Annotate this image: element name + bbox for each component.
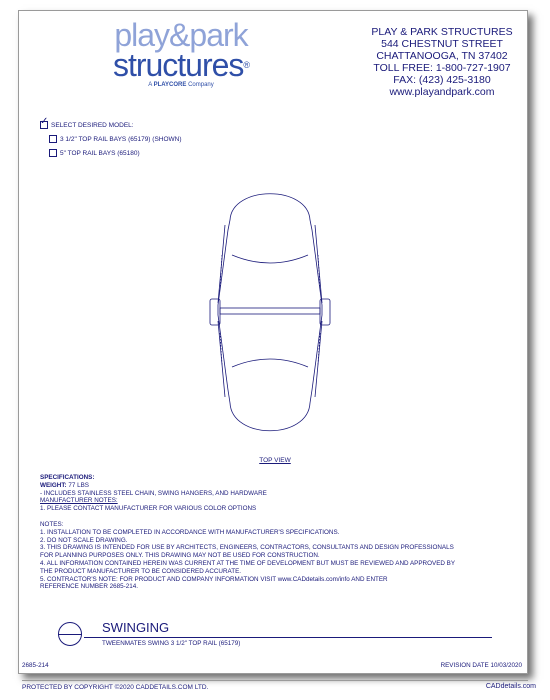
bottom-rule xyxy=(22,680,528,681)
note-line: 2. DO NOT SCALE DRAWING. xyxy=(40,536,128,544)
model-option-5-checkbox[interactable] xyxy=(49,149,57,157)
bottom-arc xyxy=(232,359,308,367)
section-circle-divider xyxy=(58,634,82,635)
company-tollfree: TOLL FREE: 1-800-727-1907 xyxy=(373,62,511,74)
note-line: THE PRODUCT MANUFACTURER TO BE CONSIDERED ACCURATE. xyxy=(40,567,242,575)
note-line: 3. THIS DRAWING IS INTENDED FOR USE BY ARCHITECTS, ENGINEERS, CONTRACTORS, CONSULTANTS AND DESIGN PROFESSIONALS xyxy=(40,544,454,552)
note-line: 1. INSTALLATION TO BE COMPLETED IN ACCORDANCE WITH MANUFACTURER'S SPECIFICATIONS. xyxy=(40,528,340,536)
model-option-35[interactable] xyxy=(49,132,182,146)
header-checkbox[interactable] xyxy=(40,116,49,129)
registered-mark: ® xyxy=(243,60,250,70)
company-logo xyxy=(96,17,266,88)
drawing-subtitle: TWEENMATES SWING 3 1/2" TOP RAIL (65179) xyxy=(102,640,241,647)
company-fax: FAX: (423) 425-3180 xyxy=(393,74,491,86)
model-selection xyxy=(40,118,182,160)
model-option-5[interactable] xyxy=(49,146,182,160)
specifications-block xyxy=(40,474,510,591)
logo-line2-text: structures xyxy=(112,47,244,83)
note-line: REFERENCE NUMBER 2685-214. xyxy=(40,583,138,591)
title-block xyxy=(40,622,512,652)
logo-line2 xyxy=(96,47,266,83)
weight-line xyxy=(40,482,510,490)
note-line: FOR PLANNING PURPOSES ONLY. THIS DRAWING MAY NOT BE USED FOR CONSTRUCTION. xyxy=(40,552,320,560)
reference-number: 2685-214 xyxy=(22,662,49,669)
logo-tag-suffix: Company xyxy=(188,82,214,88)
company-street: 544 CHESTNUT STREET xyxy=(381,38,503,50)
note-line: 5. CONTRACTOR'S NOTE: FOR PRODUCT AND COMPANY INFORMATION VISIT www.CADdetails.com/info AND ENTER xyxy=(40,575,388,583)
mfr-notes-heading: MANUFACTURER NOTES: xyxy=(40,497,118,505)
weight-value: 77 LBS xyxy=(66,481,89,489)
mfr-note: 1. PLEASE CONTACT MANUFACTURER FOR VARIOUS COLOR OPTIONS xyxy=(40,505,257,513)
center-bar xyxy=(220,308,320,314)
weight-label: WEIGHT: xyxy=(40,481,67,489)
company-website[interactable]: www.playandpark.com xyxy=(389,86,495,98)
company-city: CHATTANOOGA, TN 37402 xyxy=(376,50,508,62)
drawing-title: SWINGING xyxy=(102,620,170,635)
top-view-caption: TOP VIEW xyxy=(259,457,291,464)
logo-tag-brand: PLAYCORE xyxy=(153,82,187,88)
notes-heading: NOTES: xyxy=(40,520,64,528)
copyright-text: PROTECTED BY COPYRIGHT ©2020 CADDETAILS.COM LTD. xyxy=(22,684,209,691)
includes-line: - INCLUDES STAINLESS STEEL CHAIN, SWING HANGERS, AND HARDWARE xyxy=(40,489,267,497)
logo-line1: play&park xyxy=(114,17,248,53)
model-option-35-checkbox[interactable] xyxy=(49,135,57,143)
specs-heading: SPECIFICATIONS: xyxy=(40,474,95,481)
model-option-5-label: 5" TOP RAIL BAYS (65180) xyxy=(60,149,140,157)
title-rule xyxy=(84,637,492,638)
caddetails-link[interactable]: CADdetails.com xyxy=(485,683,536,690)
swing-top-view-drawing xyxy=(180,175,360,450)
logo-tag-prefix: A xyxy=(148,82,152,88)
check-icon: ✓ xyxy=(40,116,49,127)
revision-date: REVISION DATE 10/03/2020 xyxy=(440,662,522,669)
model-selection-label: SELECT DESIRED MODEL: xyxy=(51,121,134,129)
model-selection-header xyxy=(40,118,182,132)
swing-outline xyxy=(218,194,322,431)
top-arc xyxy=(232,255,308,263)
note-line: 4. ALL INFORMATION CONTAINED HEREIN WAS CURRENT AT THE TIME OF DEVELOPMENT BUT MUST BE REVIEWED AND APPROVED BY xyxy=(40,559,456,567)
company-address-block xyxy=(352,26,532,98)
company-name: PLAY & PARK STRUCTURES xyxy=(371,26,513,38)
model-option-35-label: 3 1/2" TOP RAIL BAYS (65179) (SHOWN) xyxy=(60,135,182,143)
